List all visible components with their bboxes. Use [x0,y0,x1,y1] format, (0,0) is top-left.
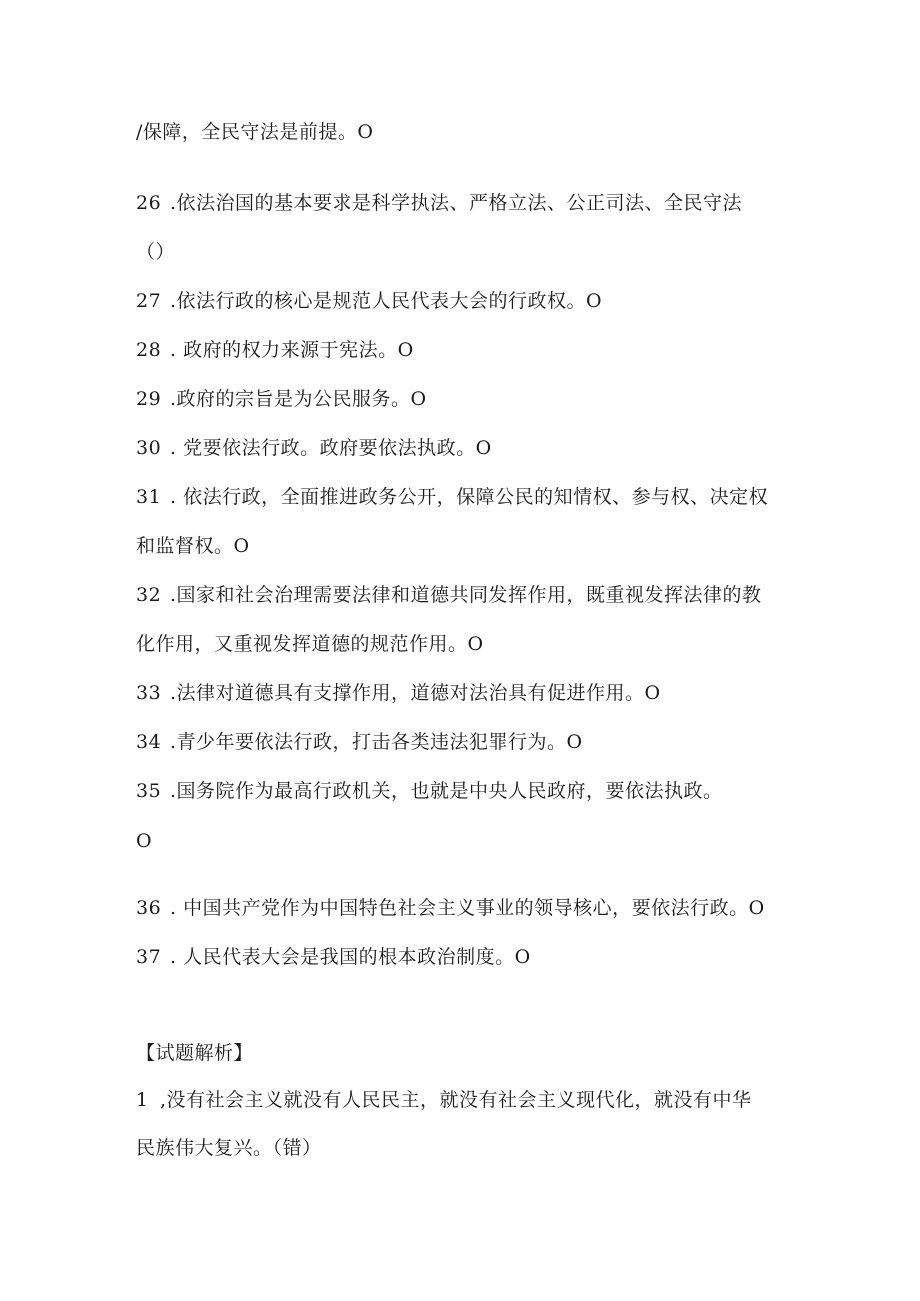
question-line [136,338,414,362]
question-text: .国家和社会治理需要法律和道德共同发挥作用，既重视发挥法律的教 [170,584,762,606]
question-line [136,945,531,969]
question-line [136,896,765,920]
question-number: 27 [136,290,162,312]
text-line [136,534,250,558]
text-line [136,632,484,656]
line-text: 化作用，又重视发挥道德的规范作用。O [136,633,484,655]
question-text: . 依法行政，全面推进政务公开，保障公民的知情权、参与权、决定权 [170,486,769,508]
question-text: . 政府的权力来源于宪法。O [170,339,414,361]
text-line [136,240,175,264]
section-heading-text: 【试题解析】 [136,1042,254,1064]
question-number: 33 [136,682,162,704]
question-number: 26 [136,192,162,214]
question-text: .法律对道德具有支撑作用，道德对法治具有促进作用。O [170,682,661,704]
question-number: 36 [136,897,162,919]
question-line [136,436,492,460]
question-line [136,730,583,754]
question-line [136,681,661,705]
question-text: .依法行政的核心是规范人民代表大会的行政权。O [170,290,603,312]
section-heading [136,1041,253,1065]
question-line [136,289,602,313]
question-number: 37 [136,946,162,968]
question-number: 30 [136,437,162,459]
line-text: 和监督权。O [136,535,250,557]
question-text: .国务院作为最高行政机关，也就是中央人民政府，要依法执政。 [170,780,723,802]
answer-line [136,1088,752,1112]
question-line [136,485,768,509]
question-number: 29 [136,388,162,410]
question-text: .青少年要依法行政，打击各类违法犯罪行为。O [170,731,583,753]
question-line [136,191,742,215]
question-line [136,387,427,411]
answer-number: 1 [136,1089,149,1111]
text-line [136,120,373,144]
line-text: O [136,830,153,852]
question-text: . 中国共产党作为中国特色社会主义事业的领导核心，要依法行政。O [170,897,765,919]
line-text: /保障，全民守法是前提。O [136,121,374,143]
question-number: 35 [136,780,162,802]
text-line [136,829,152,853]
question-number: 32 [136,584,162,606]
line-text: （） [136,241,176,263]
question-number: 34 [136,731,162,753]
answer-text: ,没有社会主义就没有人民民主，就没有社会主义现代化，就没有中华 [160,1089,752,1111]
question-number: 31 [136,486,162,508]
text-line [136,1136,322,1160]
question-number: 28 [136,339,162,361]
question-text: . 人民代表大会是我国的根本政治制度。O [170,946,531,968]
line-text: 民族伟大复兴。（错） [136,1137,322,1159]
question-line [136,583,762,607]
question-text: . 党要依法行政。政府要依法执政。O [170,437,492,459]
question-text: .政府的宗旨是为公民服务。O [170,388,427,410]
question-line [136,779,723,803]
question-text: .依法治国的基本要求是科学执法、严格立法、公正司法、全民守法 [170,192,743,214]
